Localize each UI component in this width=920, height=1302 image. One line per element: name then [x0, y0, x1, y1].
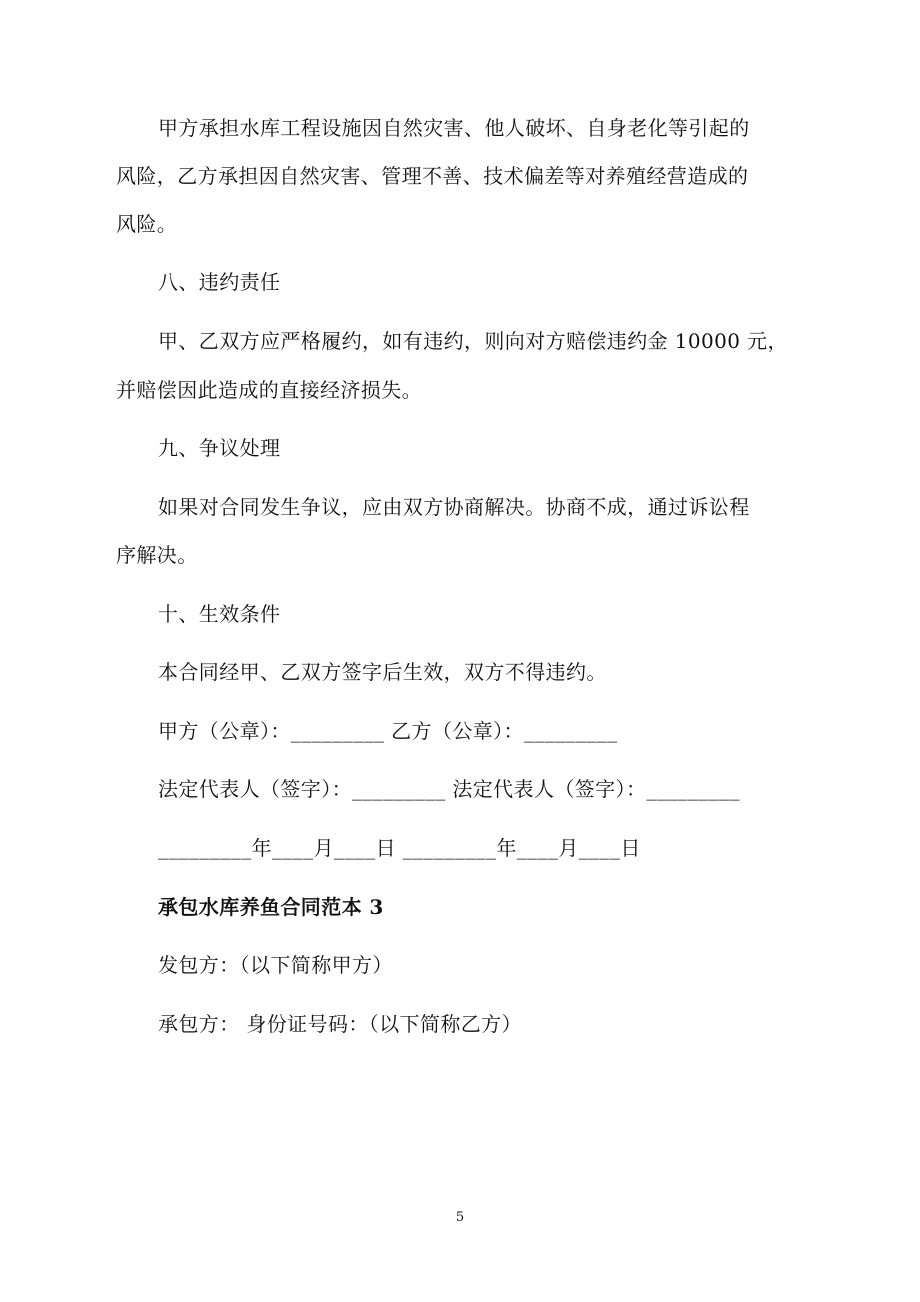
paragraph-dispute-line-2: 序解决。	[116, 543, 198, 567]
paragraph-effect: 本合同经甲、乙双方签字后生效，双方不得违约。	[158, 660, 607, 684]
section-heading-effect: 十、生效条件	[158, 602, 281, 626]
paragraph-risk-line-3: 风险。	[116, 212, 178, 236]
paragraph-dispute-line-1: 如果对合同发生争议，应由双方协商解决。协商不成，通过诉讼程	[158, 495, 750, 519]
contractor-party-b: 承包方： 身份证号码：（以下简称乙方）	[158, 1012, 522, 1036]
contractor-party-a: 发包方：（以下简称甲方）	[158, 953, 393, 977]
section-heading-dispute: 九、争议处理	[158, 436, 281, 460]
signature-seal-line: 甲方（公章）：_________ 乙方（公章）：_________	[158, 719, 618, 743]
paragraph-risk-line-2: 风险，乙方承担因自然灾害、管理不善、技术偏差等对养殖经营造成的	[116, 164, 749, 188]
paragraph-breach-line-2: 并赔偿因此造成的直接经济损失。	[116, 378, 422, 402]
paragraph-breach-line-1: 甲、乙双方应严格履约，如有违约，则向对方赔偿违约金 10000 元，	[158, 329, 788, 353]
signature-representative-line: 法定代表人（签字）：_________ 法定代表人（签字）：_________	[158, 777, 740, 801]
signature-date-line: _________年____月____日 _________年____月____日	[158, 836, 641, 860]
contract-title: 承包水库养鱼合同范本 3	[158, 895, 384, 919]
section-heading-breach: 八、违约责任	[158, 270, 281, 294]
page-number: 5	[455, 1210, 465, 1225]
paragraph-risk-line-1: 甲方承担水库工程设施因自然灾害、他人破坏、自身老化等引起的	[158, 116, 750, 140]
